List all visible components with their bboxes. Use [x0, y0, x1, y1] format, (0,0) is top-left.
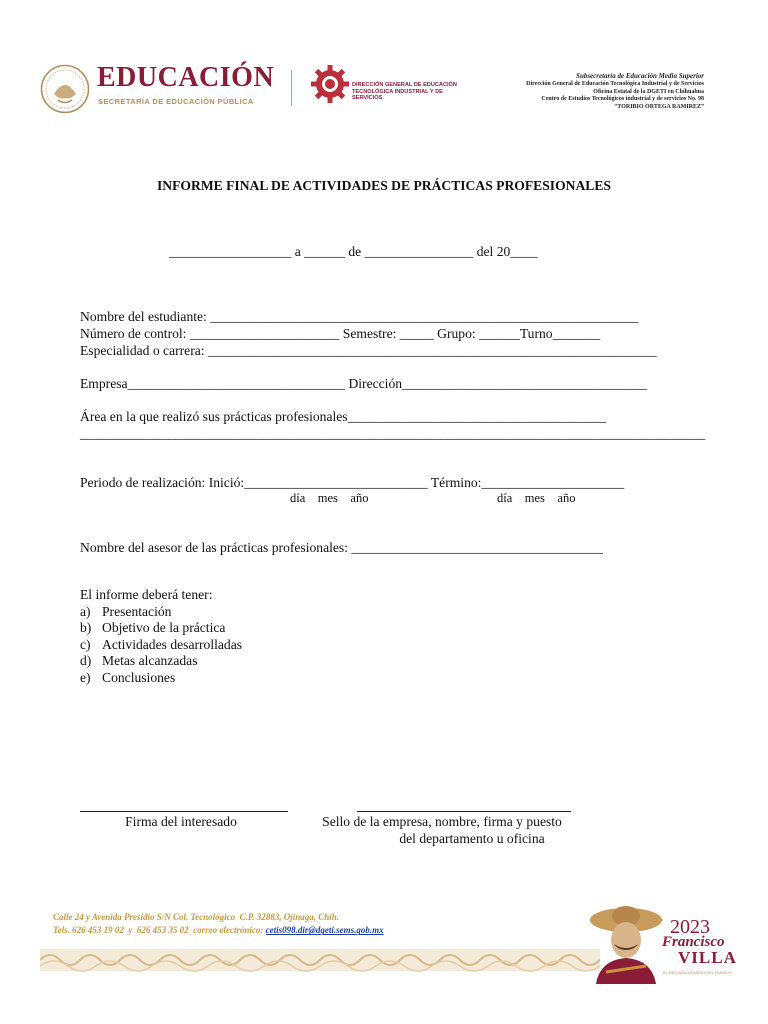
year-label: 2023 — [670, 916, 710, 938]
dgeti-logo-text — [352, 82, 462, 102]
signature-label-right-1: Sello de la empresa, nombre, firma y puesto — [322, 814, 562, 829]
report-requirements — [80, 587, 242, 687]
footer-address: Calle 24 y Avenida Presidio S/N Col. Tecnológico C.P. 32883, Ojinaga, Chih. — [53, 912, 340, 922]
signature-label-left: Firma del interesado — [125, 814, 237, 829]
mexico-seal-icon — [40, 64, 90, 114]
advisor-field: Nombre del asesor de las prácticas profesionales: _____________________________________ — [80, 540, 603, 555]
period-end-sublabel: día mes año — [497, 491, 576, 505]
dgeti-line-1: DIRECCIÓN GENERAL DE EDUCACIÓN — [352, 82, 457, 88]
education-logo-title: EDUCACIÓN — [97, 62, 275, 93]
institution-header — [484, 73, 704, 112]
date-line: __________________ a ______ de ________________ del 20____ — [169, 244, 538, 259]
dgeti-gear-icon — [310, 64, 350, 104]
decorative-border-icon — [40, 946, 600, 974]
dgeti-line-2: TECNOLÓGICA INDUSTRIAL Y DE SERVICIOS — [352, 88, 443, 102]
company-field: Empresa________________________________ Dirección____________________________________ — [80, 376, 647, 391]
header-divider — [291, 70, 292, 106]
list-item: e) Conclusiones — [80, 669, 176, 685]
list-intro: El informe deberá tener: — [80, 587, 213, 602]
list-item: c) Actividades desarrolladas — [80, 636, 243, 652]
footer-phones: Tels. 626 453 19 02 y 626 453 35 02 correo electrónico: — [53, 925, 266, 936]
header-line-2: Dirección General de Educación Tecnológica Industrial y de Servicios — [526, 80, 704, 87]
villa-name-first: Francisco — [662, 934, 725, 950]
list-item: a) Presentación — [80, 603, 172, 619]
period-field: Periodo de realización: Inició:___________________________ Término:_____________________ — [80, 475, 625, 490]
list-item: b) Objetivo de la práctica — [80, 620, 226, 636]
header-line-3: Oficina Estatal de la DGETI en Chihuahua — [593, 88, 704, 95]
period-start-sublabel: día mes año — [290, 491, 369, 505]
area-continuation-line: ____________________________________________________________________________________________ — [80, 426, 706, 441]
control-number-field: Número de control: ______________________ Semestre: _____ Grupo: ______Turno_______ — [80, 326, 601, 341]
villa-name-last: VILLA — [678, 948, 737, 967]
student-name-field: Nombre del estudiante: _______________________________________________________________ — [80, 309, 639, 324]
specialty-field: Especialidad o carrera: __________________________________________________________________ — [80, 343, 657, 358]
education-logo-subtitle: SECRETARÍA DE EDUCACIÓN PÚBLICA — [98, 97, 254, 106]
area-field: Área en la que realizó sus prácticas profesionales______________________________________ — [80, 409, 606, 424]
villa-tagline: EL REVOLUCIONARIO DEL PUEBLO — [663, 970, 732, 975]
signature-label-right-2: del departamento u oficina — [399, 831, 545, 846]
signature-line-left — [80, 811, 288, 812]
email-link[interactable]: cetis098.dir@dgeti.sems.gob.mx — [265, 925, 384, 936]
signature-line-right — [357, 811, 571, 812]
document-title: INFORME FINAL DE ACTIVIDADES DE PRÁCTICAS PROFESIONALES — [157, 178, 611, 193]
list-item: d) Metas alcanzadas — [80, 653, 198, 669]
header-line-1: Subsecretaría de Educación Media Superior — [576, 72, 704, 80]
francisco-villa-portrait-icon — [588, 902, 664, 984]
header-line-4: Centro de Estudios Tecnológicos industrial y de servicios No. 98 — [541, 96, 704, 103]
footer-contact — [53, 911, 384, 938]
header-line-5: “TORIBIO ORTEGA RAMIREZ” — [614, 104, 704, 111]
